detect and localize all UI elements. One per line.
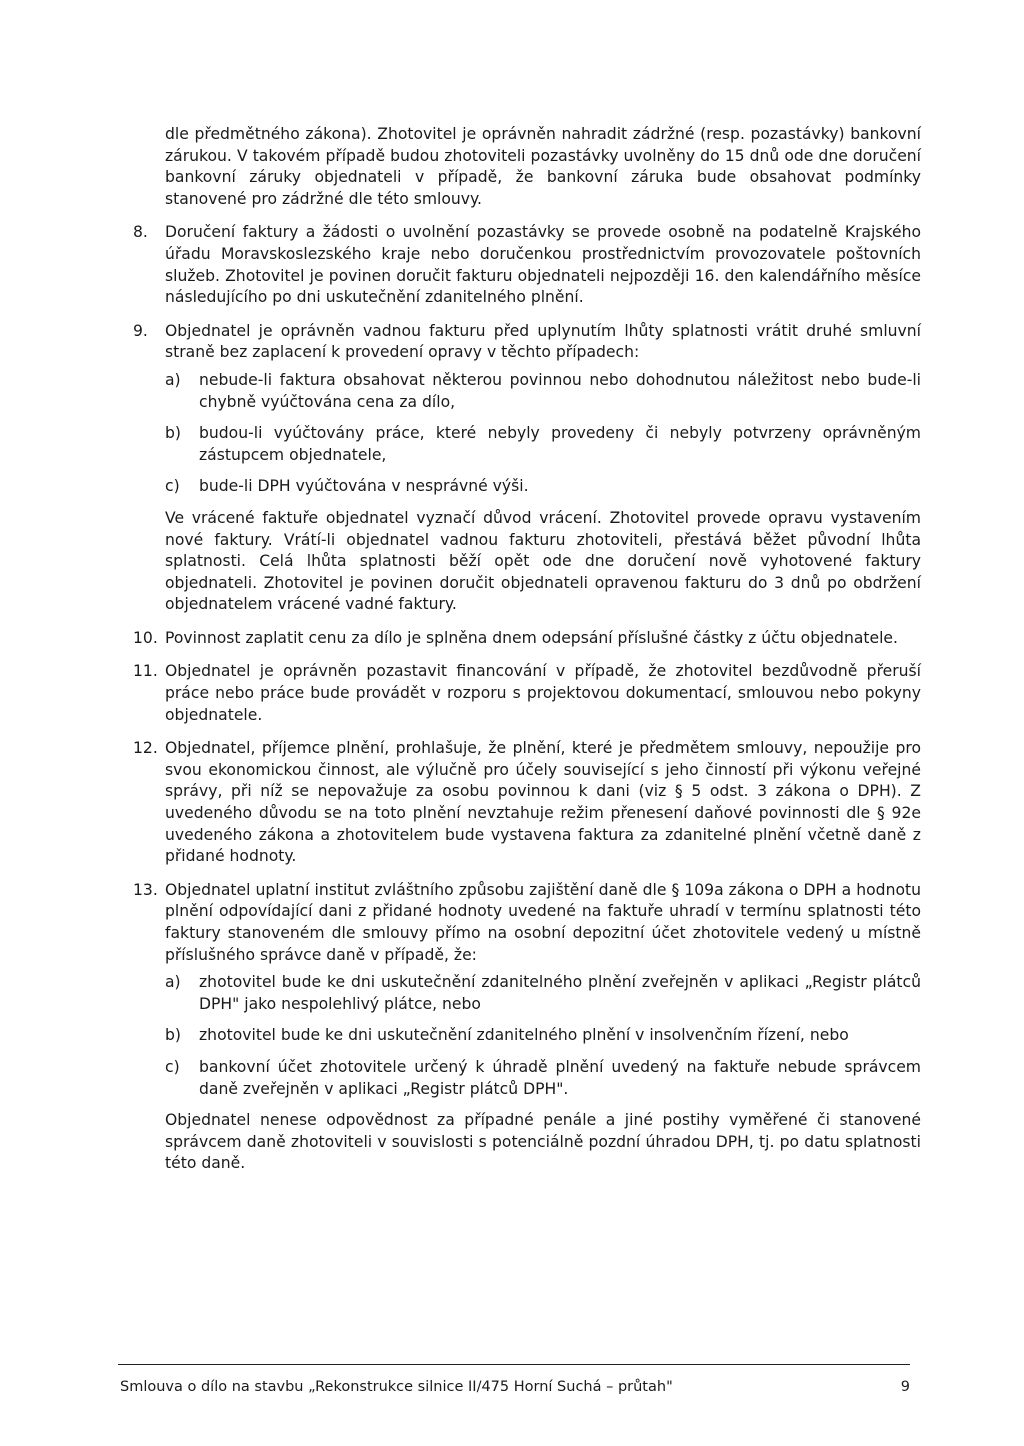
- sub-item-text: zhotovitel bude ke dni uskutečnění zdanitelného plnění zveřejněn v aplikaci „Registr plátců DPH" jako nespolehlivý plátce, nebo: [199, 973, 921, 1013]
- clause-number: 8.: [133, 223, 148, 242]
- document-body: [133, 124, 921, 1187]
- sub-item-b: [165, 423, 921, 466]
- sub-item-letter: b): [165, 424, 181, 443]
- sub-item-a: [165, 370, 921, 413]
- sub-item-letter: b): [165, 1026, 181, 1045]
- footer-title: Smlouva o dílo na stavbu „Rekonstrukce silnice II/475 Horní Suchá – průtah": [120, 1379, 673, 1395]
- clause-number: 10.: [133, 628, 158, 647]
- sub-item-text: zhotovitel bude ke dni uskutečnění zdanitelného plnění v insolvenčním řízení, nebo: [199, 1026, 849, 1045]
- clause-number: 9.: [133, 321, 148, 340]
- clause-sublist: [165, 370, 921, 498]
- sub-item-letter: c): [165, 477, 180, 496]
- sub-item-text: budou-li vyúčtovány práce, které nebyly provedeny či nebyly potvrzeny oprávněným zástupcem objednatele,: [199, 424, 921, 464]
- clause-number: 12.: [133, 739, 158, 758]
- page-footer: [120, 1378, 910, 1396]
- clause-8: [133, 222, 921, 308]
- sub-item-text: bude-li DPH vyúčtována v nesprávné výši.: [199, 477, 529, 496]
- clause-sublist: [165, 972, 921, 1100]
- clause-11: [133, 661, 921, 726]
- clause-text: Objednatel uplatní institut zvláštního způsobu zajištění daně dle § 109a zákona o DPH a hodnotu plnění odpovídající dani z přidané hodnoty uvedené na faktuře uhradí v termínu splatnosti této faktury stanoveném dle smlouvy přímo na osobní depozitní účet zhotovitele vedený u místně příslušného správce daně v případě, že:: [165, 880, 921, 964]
- clause-note: Objednatel nenese odpovědnost za případné penále a jiné postihy vyměřené či stanovené správcem daně zhotoviteli v souvislosti s potenciálně pozdní úhradou DPH, tj. po datu splatnosti této daně.: [165, 1111, 921, 1173]
- clause-text: Objednatel, příjemce plnění, prohlašuje, že plnění, které je předmětem smlouvy, nepoužije pro svou ekonomickou činnost, ale výlučně pro účely související s jeho činností při výkonu veřejné správy, při níž se nepovažuje za osobu povinnou k dani (viz § 5 odst. 3 zákona o DPH). Z uvedeného důvodu se na toto plnění nevztahuje režim přenesení daňové povinnosti dle § 92e uvedeného zákona a zhotovitelem bude vystavena faktura za zdanitelné plnění včetně daně z přidané hodnoty.: [165, 739, 921, 866]
- clause-number: 13.: [133, 880, 158, 899]
- page-number: 9: [900, 1379, 910, 1395]
- clause-9: [133, 321, 921, 616]
- clause-12: [133, 738, 921, 868]
- clause-text: Objednatel je oprávněn pozastavit financování v případě, že zhotovitel bezdůvodně přeruší práce nebo práce bude provádět v rozporu s projektovou dokumentací, smlouvou nebo pokyny objednatele.: [165, 662, 921, 724]
- clause-text: Doručení faktury a žádosti o uvolnění pozastávky se provede osobně na podatelně Krajského úřadu Moravskoslezského kraje nebo doručenkou prostřednictvím provozovatele poštovních služeb. Zhotovitel je povinen doručit fakturu objednateli nejpozději 16. den kalendářního měsíce následujícího po dni uskutečnění zdanitelného plnění.: [165, 223, 921, 307]
- sub-item-c: [165, 1057, 921, 1100]
- sub-item-c: [165, 476, 921, 498]
- sub-item-a: [165, 972, 921, 1015]
- sub-item-letter: c): [165, 1057, 180, 1076]
- footer-divider: [118, 1364, 910, 1365]
- intro-paragraph: dle předmětného zákona). Zhotovitel je oprávněn nahradit zádržné (resp. pozastávky) bankovní zárukou. V takovém případě budou zhotoviteli pozastávky uvolněny do 15 dnů ode dne doručení bankovní záruky objednateli v případě, že bankovní záruka bude obsahovat podmínky stanovené pro zádržné dle této smlouvy.: [165, 125, 921, 208]
- sub-item-text: bankovní účet zhotovitele určený k úhradě plnění uvedený na faktuře nebude správcem daně zveřejněn v aplikaci „Registr plátců DPH".: [199, 1057, 921, 1098]
- sub-item-letter: a): [165, 370, 181, 389]
- clause-number: 11.: [133, 662, 158, 681]
- clause-13: [133, 880, 921, 1175]
- clause-note: Ve vrácené faktuře objednatel vyznačí důvod vrácení. Zhotovitel provede opravu vystavením nové faktury. Vrátí-li objednatel vadnou fakturu zhotoviteli, přestává běžet původní lhůta splatnosti. Celá lhůta splatnosti běží opět ode dne doručení nově vyhotovené faktury objednateli. Zhotovitel je povinen doručit objednateli opravenou fakturu do 3 dnů po obdržení objednatelem vrácené vadné faktury.: [165, 508, 921, 614]
- clause-text: Povinnost zaplatit cenu za dílo je splněna dnem odepsání příslušné částky z účtu objednatele.: [165, 628, 898, 647]
- clause-text: Objednatel je oprávněn vadnou fakturu před uplynutím lhůty splatnosti vrátit druhé smluvní straně bez zaplacení k provedení opravy v těchto případech:: [165, 321, 921, 362]
- sub-item-b: [165, 1025, 921, 1047]
- clause-10: [133, 628, 921, 650]
- sub-item-text: nebude-li faktura obsahovat některou povinnou nebo dohodnutou náležitost nebo bude-li chybně vyúčtována cena za dílo,: [199, 370, 921, 411]
- sub-item-letter: a): [165, 973, 181, 992]
